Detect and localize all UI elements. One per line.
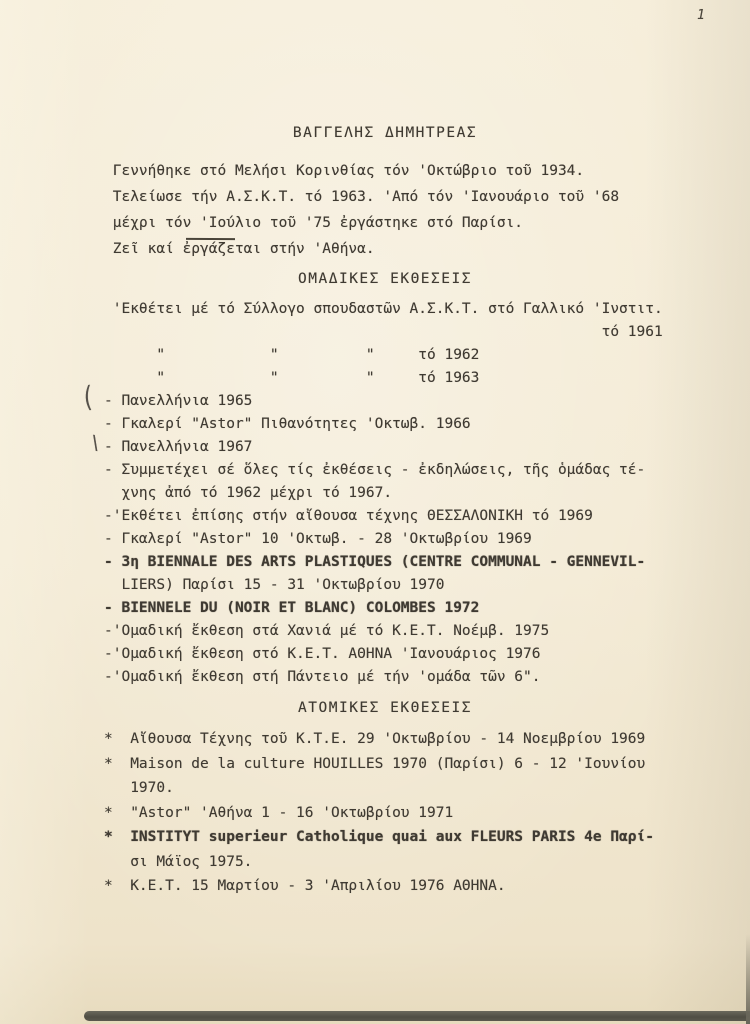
solo-exhibitions-list (104, 727, 666, 899)
text-line: Γεννήθηκε στό Μελήσι Κορινθίας τόν 'Οκτώβριο τοῦ 1934. (104, 163, 585, 179)
group-exhibitions-heading: ΟΜΑΔΙΚΕΣ ΕΚΘΕΣΕΙΣ (298, 271, 472, 287)
text-line: μέχρι τόν 'Ιούλιο τοῦ '75 ἐργάστηκε στό Παρίσι. (104, 215, 524, 231)
page-number: 1 (697, 8, 705, 23)
text-line: * Maison de la culture HOUILLES 1970 (Παρίσι) 6 - 12 'Ιουνίου (104, 755, 646, 772)
text-line: 1970. (104, 780, 174, 796)
text-line: - 3η BIENNALE DES ARTS PLASTIQUES (CENTRE COMMUNAL - GENNEVIL- (104, 554, 646, 570)
text-line: - Συμμετέχει σέ ὅλες τίς ἐκθέσεις - ἐκδηλώσεις, τῆς ὁμάδας τέ- (104, 462, 646, 478)
text-line: - Γκαλερί "Astor" Πιθανότητες 'Οκτωβ. 1966 (104, 416, 471, 432)
text-line: σι Μάϊος 1975. (104, 853, 253, 870)
document-content (104, 0, 666, 899)
text-line: χνης ἀπό τό 1962 μέχρι τό 1967. (104, 485, 393, 501)
text-line: - BIENNELE DU (NOIR ET BLANC) COLOMBES 1972 (104, 600, 480, 616)
text-line: * Αἴθουσα Τέχνης τοῦ Κ.Τ.Ε. 29 'Οκτωβρίου - 14 Νοεμβρίου 1969 (104, 731, 646, 747)
text-line: * INSTITYT superieur Catholique quai aux FLEURS PARIS 4e Παρί- (104, 829, 654, 845)
bio-paragraph (104, 158, 666, 262)
text-line: τό 1961 (104, 324, 663, 340)
text-line: * "Astor" 'Αθήνα 1 - 16 'Οκτωβρίου 1971 (104, 804, 454, 821)
text-line: - Πανελλήνια 1965 (104, 393, 253, 409)
solo-exhibitions-heading: ΑΤΟΜΙΚΕΣ ΕΚΘΕΣΕΙΣ (298, 700, 472, 716)
text-line: Τελείωσε τήν Α.Σ.Κ.Τ. τό 1963. 'Από τόν 'Ιανουάριο τοῦ '68 (104, 189, 620, 205)
handwritten-paren-mark: ( (83, 380, 94, 414)
handwritten-slash-mark: \ (90, 431, 100, 455)
scan-edge-bottom (84, 1011, 750, 1021)
text-line: * Κ.Ε.Τ. 15 Μαρτίου - 3 'Απριλίου 1976 ΑΘΗΝΑ. (104, 878, 506, 894)
text-line: Ζεῖ καί ἐργάζεται στήν 'Αθήνα. (104, 241, 375, 257)
text-line: -'Ομαδική ἔκθεση στή Πάντειο μέ τήν 'ομάδα τῶν 6". (104, 669, 541, 685)
text-line: " " " τό 1962 (104, 347, 480, 363)
text-line: -'Ομαδική ἔκθεση στά Χανιά μέ τό Κ.Ε.Τ. Νοέμβ. 1975 (104, 623, 550, 639)
group-exhibitions-list (104, 298, 666, 689)
document-title: ΒΑΓΓΕΛΗΣ ΔΗΜΗΤΡΕΑΣ (292, 125, 478, 141)
text-line: LIERS) Παρίσι 15 - 31 'Οκτωβρίου 1970 (104, 577, 445, 593)
text-line: - Πανελλήνια 1967 (104, 439, 253, 455)
text-line: " " " τό 1963 (104, 370, 480, 386)
text-line: -'Εκθέτει ἐπίσης στήν αἴθουσα τέχνης ΘΕΣΣΑΛΟΝΙΚΗ τό 1969 (104, 508, 593, 524)
text-line: - Γκαλερί "Astor" 10 'Οκτωβ. - 28 'Οκτωβρίου 1969 (104, 531, 532, 547)
scan-edge-right (746, 934, 750, 1024)
text-line: -'Ομαδική ἔκθεση στό Κ.Ε.Τ. ΑΘΗΝΑ 'Ιανουάριος 1976 (104, 646, 541, 662)
text-line: 'Εκθέτει μέ τό Σύλλογο σπουδαστῶν Α.Σ.Κ.Τ. στό Γαλλικό 'Ινστιτ. (104, 301, 663, 317)
